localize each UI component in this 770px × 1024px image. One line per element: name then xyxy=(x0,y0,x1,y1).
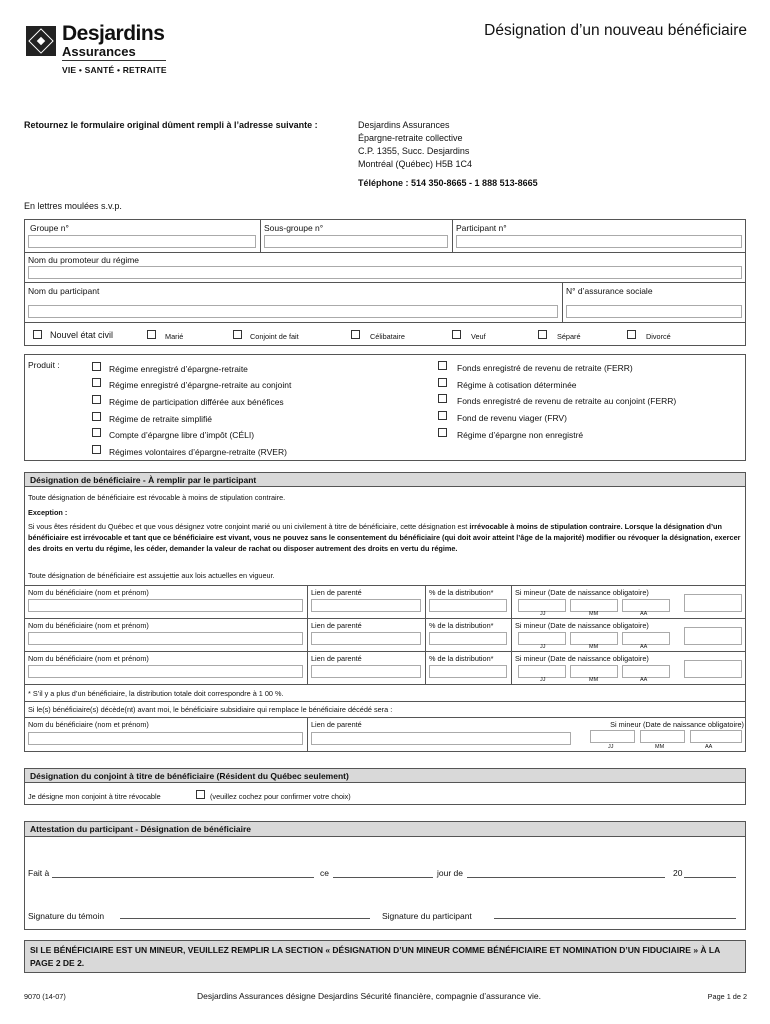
mm-label: MM xyxy=(589,677,599,683)
product-option: Fonds enregistré de revenu de retraite au conjoint (FERR) xyxy=(457,396,677,406)
product-checkbox[interactable] xyxy=(92,395,101,404)
distribution-input[interactable] xyxy=(429,599,507,612)
beneficiary-name-label: Nom du bénéficiaire (nom et prénom) xyxy=(28,621,149,630)
civil-status-label: Nouvel état civil xyxy=(50,330,114,340)
dd-label: JJ xyxy=(608,744,614,750)
subsidiary-relationship-label: Lien de parenté xyxy=(311,720,362,729)
participant-name-label: Nom du participant xyxy=(28,286,100,296)
product-checkbox[interactable] xyxy=(92,445,101,454)
revocable-text: Toute désignation de bénéficiaire est révocable à moins de stipulation contraire. xyxy=(28,493,286,502)
minor-dob-label: Si mineur (Date de naissance obligatoire) xyxy=(515,588,649,597)
beneficiary-name-input[interactable] xyxy=(28,665,303,678)
product-checkbox[interactable] xyxy=(92,428,101,437)
subsidiary-dob-month-input[interactable] xyxy=(640,730,685,743)
product-option: Régimes volontaires d’épargne-retraite (RVER) xyxy=(109,447,287,457)
print-instruction: En lettres moulées s.v.p. xyxy=(24,201,122,211)
extra-input[interactable] xyxy=(684,660,742,678)
product-option: Régime enregistré d’épargne-retraite au conjoint xyxy=(109,380,292,390)
minor-notice: SI LE BÉNÉFICIAIRE EST UN MINEUR, VEUILLEZ REMPLIR LA SECTION « DÉSIGNATION D’UN MINEUR COMME BÉNÉFICIAIRE ET NOMINATION D’UN FIDUCIAIRE » À LA PAGE 2 DE 2. xyxy=(24,940,746,973)
minor-dob-label: Si mineur (Date de naissance obligatoire) xyxy=(515,654,649,663)
product-checkbox[interactable] xyxy=(438,428,447,437)
product-option: Régime de participation différée aux bénéfices xyxy=(109,397,284,407)
mm-label: MM xyxy=(655,744,665,750)
distribution-input[interactable] xyxy=(429,665,507,678)
married-label: Marié xyxy=(165,332,184,341)
participant-number-input[interactable] xyxy=(456,235,742,248)
witness-signature-label: Signature du témoin xyxy=(28,911,105,921)
beneficiary-name-label: Nom du bénéficiaire (nom et prénom) xyxy=(28,588,149,597)
distribution-label: % de la distribution* xyxy=(429,654,494,663)
civil-status-checkbox[interactable] xyxy=(33,330,42,339)
on-label: ce xyxy=(320,868,329,878)
product-option: Fond de revenu viager (FRV) xyxy=(457,413,567,423)
subsidiary-dob-year-input[interactable] xyxy=(690,730,742,743)
exception-text xyxy=(28,521,744,554)
product-checkbox[interactable] xyxy=(438,411,447,420)
address-line: Desjardins Assurances xyxy=(358,120,450,130)
product-checkbox[interactable] xyxy=(438,394,447,403)
year-input[interactable] xyxy=(684,860,736,878)
product-checkbox[interactable] xyxy=(438,378,447,387)
document-title: Désignation d’un nouveau bénéficiaire xyxy=(484,22,747,39)
widowed-checkbox[interactable] xyxy=(452,330,461,339)
yy-label: AA xyxy=(640,644,648,650)
group-number-input[interactable] xyxy=(28,235,256,248)
participant-signature-line[interactable] xyxy=(494,918,736,919)
mm-label: MM xyxy=(589,644,599,650)
widowed-label: Veuf xyxy=(471,332,486,341)
sin-label: N° d’assurance sociale xyxy=(566,286,653,296)
subsidiary-name-label: Nom du bénéficiaire (nom et prénom) xyxy=(28,720,149,729)
footer-note: Desjardins Assurances désigne Desjardins Sécurité financière, compagnie d’assurance vie. xyxy=(197,991,541,1001)
common-law-checkbox[interactable] xyxy=(233,330,242,339)
attestation-header: Attestation du participant - Désignation de bénéficiaire xyxy=(24,821,746,837)
subsidiary-name-input[interactable] xyxy=(28,732,303,745)
subsidiary-minor-label: Si mineur (Date de naissance obligatoire) xyxy=(610,720,744,729)
participant-name-input[interactable] xyxy=(28,305,558,318)
relationship-label: Lien de parenté xyxy=(311,654,362,663)
subsidiary-relationship-input[interactable] xyxy=(311,732,571,745)
product-option: Régime enregistré d’épargne-retraite xyxy=(109,364,248,374)
product-checkbox[interactable] xyxy=(438,361,447,370)
place-input[interactable] xyxy=(52,860,314,878)
designation-header: Désignation de bénéficiaire - À remplir par le participant xyxy=(24,472,746,487)
brand-name: Desjardins xyxy=(62,22,165,45)
spouse-text: Je désigne mon conjoint à titre révocable xyxy=(28,792,161,801)
distribution-input[interactable] xyxy=(429,632,507,645)
beneficiary-name-label: Nom du bénéficiaire (nom et prénom) xyxy=(28,654,149,663)
beneficiary-name-input[interactable] xyxy=(28,632,303,645)
yy-label: AA xyxy=(705,744,713,750)
laws-text: Toute désignation de bénéficiaire est assujettie aux lois actuelles en vigueur. xyxy=(28,571,275,580)
subsidiary-text: Si le(s) bénéficiaire(s) décède(nt) avant moi, le bénéficiaire subsidiaire qui remplace le bénéficiaire décédé sera : xyxy=(28,705,393,714)
participant-number-label: Participant n° xyxy=(456,223,507,233)
divorced-checkbox[interactable] xyxy=(627,330,636,339)
relationship-input[interactable] xyxy=(311,665,421,678)
year-prefix: 20 xyxy=(673,868,683,878)
sin-input[interactable] xyxy=(566,305,742,318)
relationship-label: Lien de parenté xyxy=(311,588,362,597)
yy-label: AA xyxy=(640,611,648,617)
exception-label: Exception : xyxy=(28,508,68,517)
extra-input[interactable] xyxy=(684,627,742,645)
mm-label: MM xyxy=(589,611,599,617)
product-checkbox[interactable] xyxy=(92,362,101,371)
distribution-footnote: * S’il y a plus d’un bénéficiaire, la distribution totale doit correspondre à 1 00 %. xyxy=(28,689,284,698)
brand-tagline: VIE • SANTÉ • RETRAITE xyxy=(62,65,167,75)
exception-text-bold: irrévocable à moins de stipulation contraire. Lorsque la désignation d’un bénéficiaire est irrévocable et tant que ce bénéficiaire est vivant, vous ne pouvez sans le consentement du bénéficiaire (qui doit avoir atteint l’âge de la majorité) modifier ou révoquer la désignation, exercer des droits en vertu du régime, les céder, demander la valeur de rachat ou disposer autrement des droits en vertu du régime. xyxy=(28,522,741,553)
separated-checkbox[interactable] xyxy=(538,330,547,339)
day-of-label: jour de xyxy=(437,868,463,878)
product-option: Fonds enregistré de revenu de retraite (FERR) xyxy=(457,363,633,373)
spouse-header: Désignation du conjoint à titre de bénéficiaire (Résident du Québec seulement) xyxy=(24,768,746,783)
place-label: Fait à xyxy=(28,868,50,878)
form-code: 9070 (14-07) xyxy=(24,992,66,1001)
beneficiary-name-input[interactable] xyxy=(28,599,303,612)
distribution-label: % de la distribution* xyxy=(429,588,494,597)
product-option: Compte d’épargne libre d’impôt (CÉLI) xyxy=(109,430,255,440)
brand-divider xyxy=(62,60,166,61)
spouse-revocable-checkbox[interactable] xyxy=(196,790,205,799)
participant-signature-label: Signature du participant xyxy=(382,911,472,921)
return-label: Retournez le formulaire original dûment rempli à l’adresse suivante : xyxy=(24,120,318,130)
subsidiary-dob-day-input[interactable] xyxy=(590,730,635,743)
product-option: Régime de retraite simplifié xyxy=(109,414,212,424)
group-label: Groupe n° xyxy=(30,223,69,233)
address-line: C.P. 1355, Succ. Desjardins xyxy=(358,146,470,156)
day-input[interactable] xyxy=(333,860,433,878)
product-label: Produit : xyxy=(28,360,60,370)
single-checkbox[interactable] xyxy=(351,330,360,339)
yy-label: AA xyxy=(640,677,648,683)
dd-label: JJ xyxy=(540,677,546,683)
sponsor-label: Nom du promoteur du régime xyxy=(28,255,140,265)
month-input[interactable] xyxy=(467,860,665,878)
phone-number: Téléphone : 514 350-8665 - 1 888 513-8665 xyxy=(358,178,538,188)
desjardins-logo-icon xyxy=(26,26,56,56)
separated-label: Séparé xyxy=(557,332,581,341)
dd-label: JJ xyxy=(540,611,546,617)
distribution-label: % de la distribution* xyxy=(429,621,494,630)
address-line: Épargne-retraite collective xyxy=(358,133,463,143)
minor-dob-label: Si mineur (Date de naissance obligatoire) xyxy=(515,621,649,630)
subgroup-label: Sous-groupe n° xyxy=(264,223,324,233)
product-checkbox[interactable] xyxy=(92,412,101,421)
product-option: Régime d’épargne non enregistré xyxy=(457,430,584,440)
subgroup-number-input[interactable] xyxy=(264,235,448,248)
brand-subtitle: Assurances xyxy=(62,44,136,59)
single-label: Célibataire xyxy=(370,332,405,341)
divorced-label: Divorcé xyxy=(646,332,671,341)
sponsor-name-input[interactable] xyxy=(28,266,742,279)
dd-label: JJ xyxy=(540,644,546,650)
married-checkbox[interactable] xyxy=(147,330,156,339)
spouse-confirm-text: (veuillez cochez pour confirmer votre choix) xyxy=(210,792,351,801)
product-checkbox[interactable] xyxy=(92,378,101,387)
extra-input[interactable] xyxy=(684,594,742,612)
exception-text-part: Si vous êtes résident du Québec et que vous désignez votre conjoint marié ou uni civilement à titre de bénéficiaire, cette désignation est xyxy=(28,522,470,531)
address-line: Montréal (Québec) H5B 1C4 xyxy=(358,159,473,169)
common-law-label: Conjoint de fait xyxy=(250,332,299,341)
relationship-label: Lien de parenté xyxy=(311,621,362,630)
page-number: Page 1 de 2 xyxy=(707,992,747,1001)
relationship-input[interactable] xyxy=(311,632,421,645)
product-option: Régime à cotisation déterminée xyxy=(457,380,577,390)
witness-signature-line[interactable] xyxy=(120,918,370,919)
relationship-input[interactable] xyxy=(311,599,421,612)
